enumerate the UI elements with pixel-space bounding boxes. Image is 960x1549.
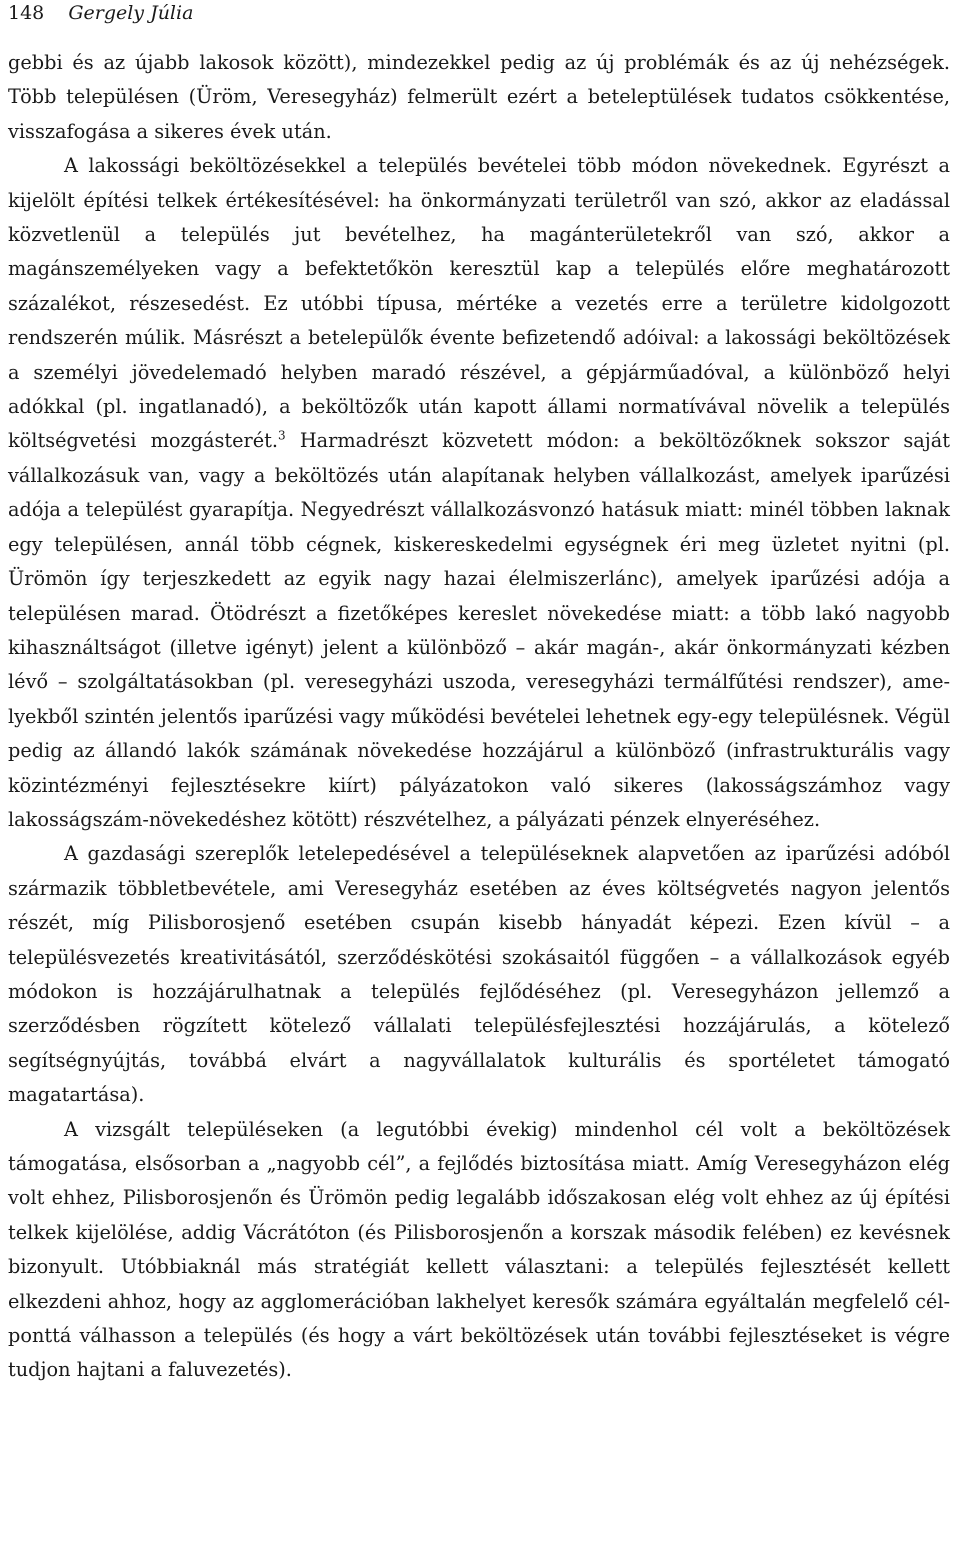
body-text [8,46,950,1388]
page-number: 148 [8,2,45,24]
paragraph-4 [8,1113,950,1388]
footnote-marker[interactable]: 3 [278,429,286,444]
paragraph-2-text: A lakossági beköltözésekkel a település bevételei több módon növekednek. Egyrészt a kijelölt építési telkek értékesítésével: ha önkormányzati területről van szó, akkor az eladással közvetlenül a település jut bevételhez, ha magánterületekről van szó, akkor a magánszemélyeken vagy a befektetőkön keresztül kap a település előre meghatározott százalékot, részesedést. Ez utóbbi típusa, mértéke a vezetés erre a területre kidolgozott rendszerén múlik. Másrészt a betelepülők évente befizetendő adóival: a lakossági beköltözések a személyi jövedelemadó helyben maradó részével, a gépjárműadóval, a különböző helyi adókkal (pl. ingatlanadó), a beköltözők után kapott állami normatívával növelik a település költségvetési mozgásterét. [8,154,950,453]
paragraph-3-text: A gazdasági szereplők letelepedésével a településeknek alapvetően az iparűzési adóból származik többletbevétele, ami Veresegyház esetében az éves költségvetés nagyon jelentős részét, míg Pilisborosjenő esetében csupán kisebb hányadát képezi. Ezen kívül – a településvezetés kreativitásától, szerződéskötési szokásaitól függően – a vállalkozások egyéb módokon is hozzájárulhatnak a település fejlődéséhez (pl. Veresegyházon jellemző a szerződésben rögzített kötelező vállalati településfejlesztési hozzájárulás, a kötelező segítségnyújtás, továbbá elvárt a nagyvállalatok kulturális és sportéletet támogató magatartása). [8,842,950,1107]
paragraph-1-text: gebbi és az újabb lakosok között), mindezekkel pedig az új problémák és az új nehézségek. Több településen (Üröm, Veresegyház) felmerült ezért a beteleptülések tudatos csökkentése, visszafogása a sikeres évek után. [8,51,950,143]
paragraph-2 [8,149,950,837]
paragraph-2-text-continued: Harmadrészt közvetett módon: a beköltözőknek sokszor saját vállalkozásuk van, vagy a beköltözés után alapítanak helyben vállalkozást, amelyek iparűzési adója a települést gyarapítja. Negyedrészt vállalkozásvonzó hatásuk miatt: minél többen laknak egy településen, annál több cégnek, kiskereskedelmi egységnek éri meg üzletet nyitni (pl. Ürömön így terjeszkedett az egyik nagy hazai élelmiszerlánc), amelyek iparűzési adója a településen marad. Ötödrészt a fizetőképes kereslet növekedése miatt: a több lakó nagyobb kihasználtságot (illetve igényt) jelent a különböző – akár magán-, akár önkormányzati kézben lévő – szolgáltatásokban (pl. veresegyházi uszoda, veresegyházi termálfűtési rendszer), amelyekből szintén jelentős iparűzési vagy működési bevételei lehetnek egy-egy településnek. Végül pedig az állandó lakók számának növekedése hozzájárul a különböző (infrastrukturális vagy közintézményi fejlesztésekre kiírt) pályázatokon való sikeres (lakosságszámhoz vagy lakosságszám-növekedéshez kötött) részvételhez, a pályázati pénzek elnyeréséhez. [8,429,950,831]
paragraph-3 [8,837,950,1112]
paragraph-4-text: A vizsgált településeken (a legutóbbi évekig) mindenhol cél volt a beköltözések támogatása, elsősorban a „nagyobb cél”, a fejlődés biztosítása miatt. Amíg Veresegyházon elég volt ehhez, Pilisborosjenőn és Ürömön pedig legalább időszakosan elég volt ehhez az új építési telkek kijelölése, addig Vácrátóton (és Pilisborosjenőn a korszak második felében) ez kevésnek bizonyult. Utóbbiaknál más stratégiát kellett választani: a település fejlesztését kellett elkezdeni ahhoz, hogy az agglomerációban lakhelyet keresők számára egyáltalán megfelelő célponttá válhasson a település (és hogy a várt beköltözések után további fejlesztéseket is végre tudjon hajtani a faluvezetés). [8,1117,950,1382]
paragraph-1 [8,46,950,149]
running-header-author: Gergely Júlia [68,2,194,24]
running-header [8,0,193,26]
